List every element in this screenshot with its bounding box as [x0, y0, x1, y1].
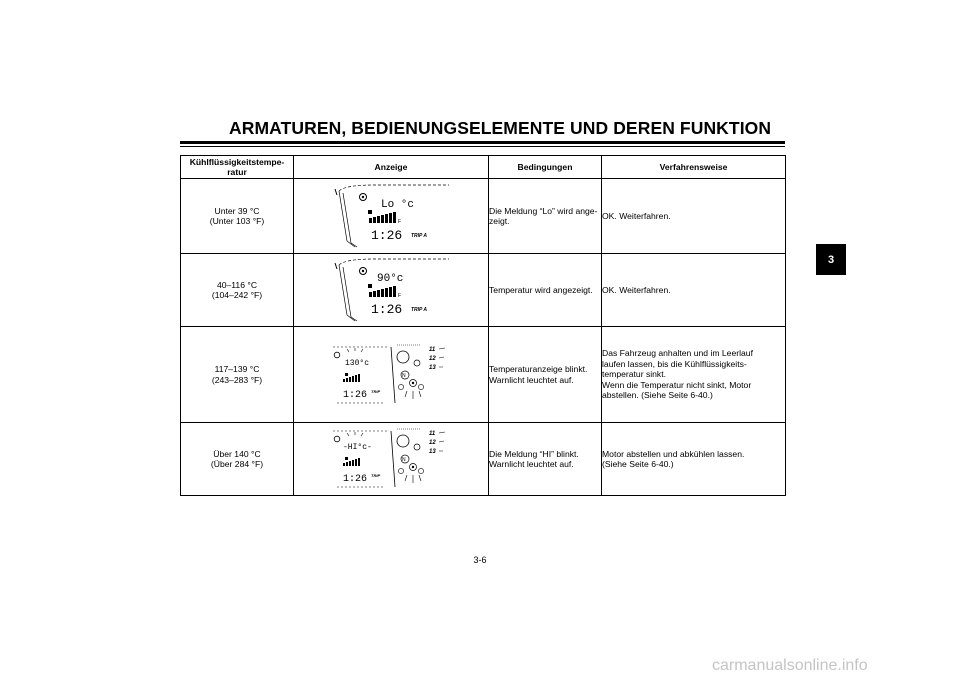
chapter-tab: 3 — [816, 244, 846, 275]
page-title: ARMATUREN, BEDIENUNGSELEMENTE UND DEREN FUNKTION — [229, 118, 772, 138]
temperature-cell: Unter 39 °C (Unter 103 °F) — [181, 179, 294, 254]
svg-text:11: 11 — [429, 431, 436, 437]
svg-text:13: 13 — [429, 364, 436, 371]
svg-text:F: F — [398, 293, 402, 299]
procedure-cell: OK. Weiterfahren. — [602, 254, 786, 327]
page-number: 3-6 — [473, 555, 487, 565]
display-cell — [294, 254, 489, 327]
table-row — [181, 179, 786, 254]
header-display: Anzeige — [294, 156, 489, 179]
table-row — [181, 254, 786, 327]
svg-text:12: 12 — [429, 355, 436, 362]
svg-text:12: 12 — [429, 440, 436, 446]
table-header-row — [181, 156, 786, 179]
svg-text:1:26: 1:26 — [343, 389, 368, 401]
conditions-cell: Temperaturanzeige blinkt. Warnlicht leuchtet auf. — [489, 327, 602, 423]
header-procedure: Verfahrensweise — [602, 156, 786, 179]
lcd-display-temperature-icon — [331, 257, 451, 323]
svg-text:90°c: 90°c — [377, 273, 404, 285]
lcd-display-hi-blinking-icon — [331, 427, 451, 491]
svg-text:13: 13 — [429, 449, 436, 455]
table-row — [181, 327, 786, 423]
lcd-display-temperature-blinking-icon — [331, 343, 451, 407]
header-temperature: Kühlflüssigkeitstempe- ratur — [181, 156, 294, 179]
conditions-cell: Temperatur wird angezeigt. — [489, 254, 602, 327]
header-conditions: Bedingungen — [489, 156, 602, 179]
svg-text:TRIP: TRIP — [371, 473, 381, 478]
display-cell — [294, 179, 489, 254]
svg-text:11: 11 — [429, 346, 436, 353]
svg-text:130°c: 130°c — [345, 358, 370, 368]
procedure-cell: Das Fahrzeug anhalten und im Leerlauf laufen lassen, bis die Kühlflüssigkeits- temperatur sinkt. Wenn die Temperatur nicht sinkt, Motor abstellen. (Siehe Seite 6-40.) — [602, 327, 786, 423]
conditions-cell: Die Meldung “HI” blinkt. Warnlicht leuchtet auf. — [489, 423, 602, 496]
temperature-cell: 117–139 °C (243–283 °F) — [181, 327, 294, 423]
svg-text:N: N — [402, 457, 406, 463]
svg-text:F: F — [398, 219, 402, 225]
table-row — [181, 423, 786, 496]
watermark: carmanualsonline.info — [712, 657, 868, 674]
svg-text:-HI°c-: -HI°c- — [343, 443, 372, 452]
procedure-cell: Motor abstellen und abkühlen lassen. (Siehe Seite 6-40.) — [602, 423, 786, 496]
svg-text:N: N — [402, 372, 406, 379]
conditions-cell: Die Meldung “Lo” wird ange- zeigt. — [489, 179, 602, 254]
display-cell — [294, 423, 489, 496]
svg-text:Lo °c: Lo °c — [381, 199, 415, 211]
temperature-cell: 40–116 °C (104–242 °F) — [181, 254, 294, 327]
svg-text:TRIP: TRIP — [371, 388, 381, 394]
svg-text:TRIP A: TRIP A — [411, 233, 428, 239]
temperature-cell: Über 140 °C (Über 284 °F) — [181, 423, 294, 496]
svg-text:TRIP A: TRIP A — [411, 307, 428, 313]
svg-text:1:26: 1:26 — [343, 474, 368, 485]
display-cell — [294, 327, 489, 423]
procedure-cell: OK. Weiterfahren. — [602, 179, 786, 254]
svg-text:1:26: 1:26 — [371, 228, 403, 243]
svg-text:1:26: 1:26 — [371, 302, 403, 317]
coolant-temperature-table — [180, 155, 786, 496]
lcd-display-lo-icon — [331, 183, 451, 249]
title-rule-thin — [180, 146, 785, 147]
title-rule-thick — [180, 141, 785, 144]
